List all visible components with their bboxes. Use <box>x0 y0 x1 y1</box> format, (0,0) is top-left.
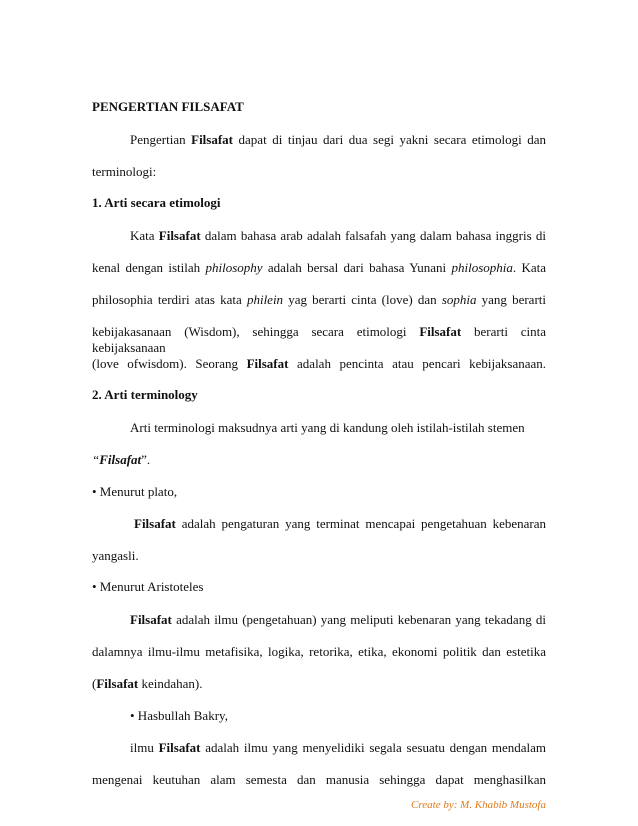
term-filsafat: Filsafat <box>158 228 201 243</box>
text: (love ofwisdom). Seorang <box>92 356 247 371</box>
bullet-aristoteles: • Menurut Aristoteles <box>92 579 204 594</box>
intro-line-1 <box>130 132 546 148</box>
s1-line-4 <box>92 324 546 356</box>
text: adalah pengaturan yang terminat mencapai pengetahuan kebenaran <box>175 516 546 531</box>
s1-line-3 <box>92 292 546 308</box>
term-filsafat: Filsafat <box>134 516 176 531</box>
term-filsafat: Filsafat <box>246 356 289 371</box>
plato-line-2: yangasli. <box>92 548 139 563</box>
bullet-plato: • Menurut plato, <box>92 484 178 499</box>
s1-line-1 <box>130 228 546 244</box>
section-2-heading: 2. Arti terminology <box>92 387 198 402</box>
text: keindahan). <box>138 676 203 691</box>
quote-close: ”. <box>141 452 151 467</box>
term-sophia: sophia <box>441 292 477 307</box>
term-philosophy: philosophy <box>205 260 263 275</box>
section-1-heading: 1. Arti secara etimologi <box>92 195 221 210</box>
text: ilmu <box>130 740 159 755</box>
hasbullah-line-1 <box>130 740 546 756</box>
text: adalah bersal dari bahasa Yunani <box>262 260 452 275</box>
hasbullah-line-2: mengenai keutuhan alam semesta dan manusia sehingga dapat menghasilkan <box>92 772 546 787</box>
plato-line-1 <box>134 516 546 532</box>
text: adalah ilmu (pengetahuan) yang meliputi kebenaran yang tekadang di <box>171 612 546 627</box>
term-filsafat: Filsafat <box>419 324 462 339</box>
text: dalam bahasa arab adalah falsafah yang dalam bahasa inggris di <box>200 228 546 243</box>
term-filsafat: Filsafat <box>130 612 172 627</box>
page-title: PENGERTIAN FILSAFAT <box>92 99 244 114</box>
text: philosophia terdiri atas kata <box>92 292 247 307</box>
footer-credit: Create by: M. Khabib Mustofa <box>411 799 546 811</box>
s2-line-2 <box>92 452 546 468</box>
text: kebijakasanaan (Wisdom), sehingga secara etimologi <box>92 324 420 339</box>
term-filsafat: Filsafat <box>191 132 234 147</box>
quote-open: “ <box>92 452 100 467</box>
text: dapat di tinjau dari dua segi yakni secara etimologi dan <box>233 132 546 147</box>
aristoteles-line-1 <box>130 612 546 628</box>
text: . Kata <box>512 260 547 275</box>
text: yag berarti cinta (love) dan <box>283 292 442 307</box>
s1-line-5 <box>92 356 546 372</box>
text: berarti cinta kebijaksanaan <box>92 324 546 355</box>
term-filsafat: Filsafat <box>99 452 142 467</box>
term-philosophia: philosophia <box>451 260 513 275</box>
text: ( <box>92 676 97 691</box>
text: yang berarti <box>476 292 547 307</box>
s1-line-2 <box>92 260 546 276</box>
intro-line-2: terminologi: <box>92 164 157 179</box>
text: adalah ilmu yang menyelidiki segala sesuatu dengan mendalam <box>200 740 546 755</box>
term-filsafat: Filsafat <box>96 676 139 691</box>
text: Kata <box>130 228 159 243</box>
term-philein: philein <box>246 292 284 307</box>
aristoteles-line-2: dalamnya ilmu-ilmu metafisika, logika, retorika, etika, ekonomi politik dan estetika <box>92 644 546 659</box>
text: Pengertian <box>130 132 192 147</box>
aristoteles-line-3 <box>92 676 546 692</box>
text: kenal dengan istilah <box>92 260 206 275</box>
s2-line-1: Arti terminologi maksudnya arti yang di kandung oleh istilah-istilah stemen <box>130 420 525 435</box>
term-filsafat: Filsafat <box>158 740 201 755</box>
bullet-hasbullah: • Hasbullah Bakry, <box>130 708 228 723</box>
text: adalah pencinta atau pencari kebijaksanaan. <box>288 356 547 371</box>
